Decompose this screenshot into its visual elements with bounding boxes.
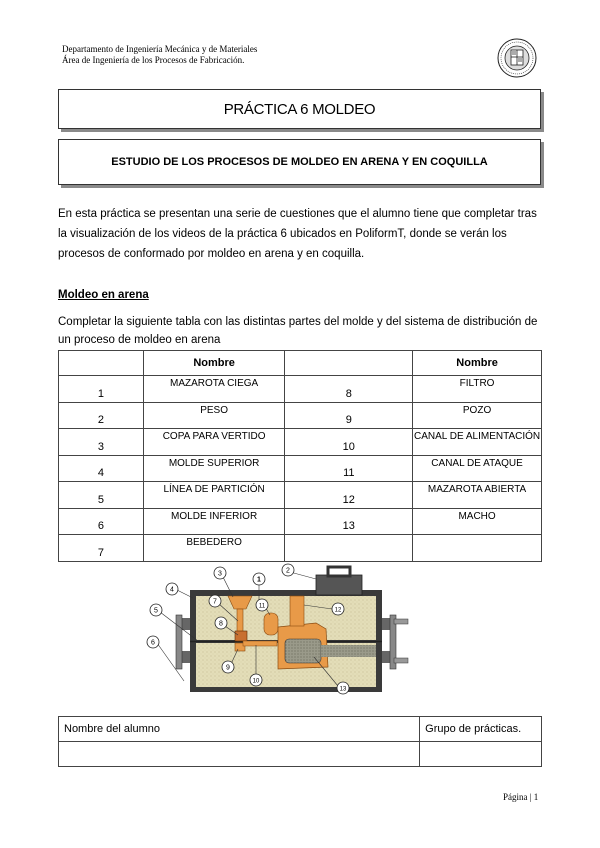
part-name-left: MOLDE INFERIOR [143, 508, 285, 535]
diagram-label: 8 [219, 620, 223, 628]
university-seal-icon [497, 38, 537, 78]
header-area: Área de Ingeniería de los Procesos de Fabricación. [62, 54, 245, 65]
instructions-paragraph: Completar la siguiente tabla con las distintas partes del molde y del sistema de distribución de un proceso de moldeo en arena [58, 316, 538, 346]
parts-table [58, 350, 542, 562]
part-number-right: 10 [285, 429, 413, 456]
student-info-table [58, 716, 542, 767]
diagram-label: 2 [286, 567, 290, 575]
part-name-left: BEBEDERO [143, 535, 285, 562]
table-row [59, 508, 542, 535]
column-header-name-right: Nombre [413, 351, 542, 376]
table-row [59, 482, 542, 509]
part-name-right: POZO [413, 402, 542, 429]
part-name-right: MACHO [413, 508, 542, 535]
column-header-name-left: Nombre [143, 351, 285, 376]
part-name-right: CANAL DE ALIMENTACIÓN [413, 429, 542, 456]
table-row [59, 429, 542, 456]
part-number-right [285, 535, 413, 562]
page-subtitle: ESTUDIO DE LOS PROCESOS DE MOLDEO EN ARENA Y EN COQUILLA [111, 156, 488, 168]
student-name-field[interactable] [59, 742, 420, 767]
page-title-box [58, 89, 541, 129]
part-number-left: 6 [59, 508, 144, 535]
page-footer: Página | 1 [503, 792, 539, 802]
part-number-right: 12 [285, 482, 413, 509]
part-name-right: FILTRO [413, 376, 542, 403]
part-number-left: 1 [59, 376, 144, 403]
diagram-label: 4 [170, 586, 174, 594]
student-name-label: Nombre del alumno [59, 717, 420, 742]
table-header-row [59, 351, 542, 376]
page-title: PRÁCTICA 6 MOLDEO [223, 100, 376, 118]
diagram-label: 11 [258, 603, 266, 610]
part-name-left: PESO [143, 402, 285, 429]
part-number-left: 3 [59, 429, 144, 456]
part-name-right: MAZAROTA ABIERTA [413, 482, 542, 509]
sand-mold-diagram [138, 563, 420, 705]
part-name-left: LÍNEA DE PARTICIÓN [143, 482, 285, 509]
diagram-label: 6 [151, 639, 155, 647]
diagram-label: 7 [213, 598, 217, 606]
part-number-left: 4 [59, 455, 144, 482]
table-row [59, 402, 542, 429]
part-number-left: 5 [59, 482, 144, 509]
diagram-label: 13 [339, 686, 347, 693]
table-row [59, 455, 542, 482]
diagram-label: 3 [218, 570, 222, 578]
part-number-right: 13 [285, 508, 413, 535]
part-name-right: CANAL DE ATAQUE [413, 455, 542, 482]
part-number-left: 7 [59, 535, 144, 562]
part-name-right [413, 535, 542, 562]
diagram-label: 9 [226, 664, 230, 672]
diagram-label: 10 [252, 678, 260, 685]
part-number-left: 2 [59, 402, 144, 429]
diagram-label: 1 [257, 576, 261, 584]
part-number-right: 9 [285, 402, 413, 429]
intro-paragraph: En esta práctica se presentan una serie de cuestiones que el alumno tiene que completar tras la visualización de los videos de la práctica 6 ubicados en PoliformT, donde se verán los procesos de conformado por moldeo en arena y en coquilla. [58, 208, 537, 260]
part-number-right: 8 [285, 376, 413, 403]
part-name-left: MAZAROTA CIEGA [143, 376, 285, 403]
practice-group-label: Grupo de prácticas. [420, 717, 542, 742]
page-header [62, 44, 257, 65]
table-row [59, 376, 542, 403]
subtitle-box [58, 139, 541, 185]
header-department: Departamento de Ingeniería Mecánica y de Materiales [62, 44, 258, 54]
table-row [59, 535, 542, 562]
practice-group-field[interactable] [420, 742, 542, 767]
part-name-left: COPA PARA VERTIDO [143, 429, 285, 456]
diagram-label: 5 [154, 607, 158, 615]
part-name-left: MOLDE SUPERIOR [143, 455, 285, 482]
part-number-right: 11 [285, 455, 413, 482]
diagram-label: 12 [334, 607, 342, 614]
section-heading: Moldeo en arena [58, 289, 149, 301]
